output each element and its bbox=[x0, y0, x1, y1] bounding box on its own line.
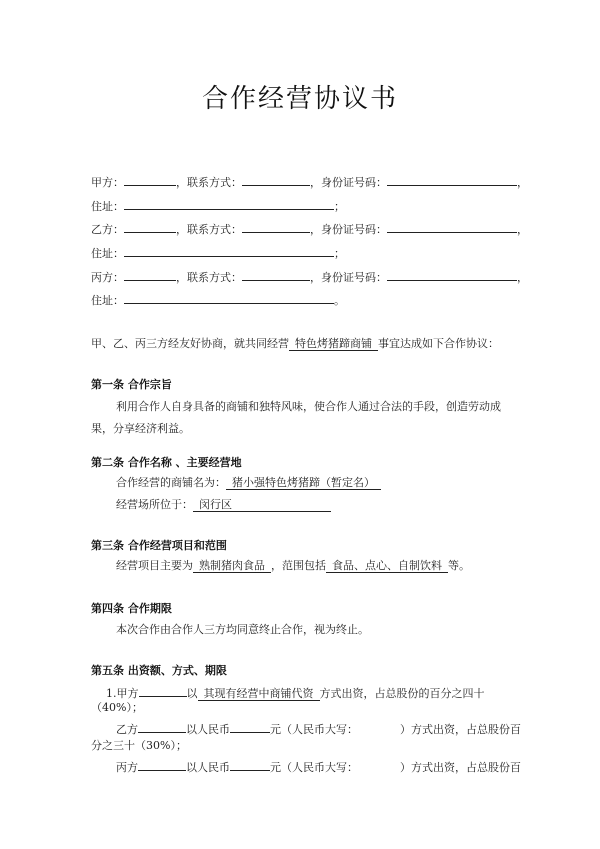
party-a-address-label: 住址： bbox=[91, 200, 124, 213]
party-b-address-line bbox=[91, 244, 345, 262]
art5-b-text-3: 元（人民币大写： bbox=[270, 723, 358, 736]
party-c-address-line bbox=[91, 291, 345, 309]
art5-c-amount-blank bbox=[230, 758, 270, 771]
article-2-name-line bbox=[116, 475, 381, 491]
article-5-heading: 第五条 出资额、方式、期限 bbox=[91, 664, 227, 677]
party-c-address-end: 。 bbox=[334, 294, 345, 307]
intro-after: 事宜达成如下合作协议： bbox=[378, 337, 499, 350]
article-4-heading: 第四条 合作期限 bbox=[91, 602, 172, 615]
article-3-body bbox=[116, 558, 470, 574]
party-b-end: ， bbox=[517, 223, 528, 236]
article-2-place-line bbox=[116, 497, 331, 513]
art5-b-text-5: 分之三十（30%）； bbox=[91, 739, 187, 752]
art5-c-text-4: ）方式出资，占总股份百 bbox=[400, 761, 521, 774]
article-4-body: 本次合作由合作人三方均同意终止合作，视为终止。 bbox=[116, 623, 369, 636]
party-a-id-label: ，身份证号码： bbox=[310, 176, 387, 189]
article-3-text-1: 经营项目主要为 bbox=[116, 559, 193, 572]
party-b-label: 乙方： bbox=[91, 223, 124, 236]
article-5-party-c-line bbox=[116, 758, 521, 776]
party-b-address-blank bbox=[124, 244, 334, 257]
party-a-address-blank bbox=[124, 197, 334, 210]
art5-b-blank bbox=[138, 720, 186, 733]
article-5-party-b-line bbox=[116, 720, 521, 738]
document-title: 合作经营协议书 bbox=[201, 84, 398, 114]
party-a-contact-blank bbox=[242, 173, 310, 186]
business-scope-field: 食品、点心、自制饮料 bbox=[326, 559, 448, 573]
party-a-name-blank bbox=[124, 173, 176, 186]
business-item-field: 熟制猪肉食品 bbox=[193, 559, 271, 573]
art5-c-text-1: 丙方 bbox=[116, 761, 138, 774]
art5-b-text-4: ）方式出资，占总股份百 bbox=[400, 723, 521, 736]
shop-name-label: 合作经营的商铺名为： bbox=[116, 476, 226, 489]
article-1-heading: 第一条 合作宗旨 bbox=[91, 378, 172, 391]
art5-b-text-1: 乙方 bbox=[116, 723, 138, 736]
art5-a-text-1: 1.甲方 bbox=[106, 687, 139, 700]
party-b-id-label: ，身份证号码： bbox=[310, 223, 387, 236]
art5-a-method-field: 其现有经营中商铺代资 bbox=[198, 687, 320, 701]
party-c-contact-label: ，联系方式： bbox=[176, 271, 242, 284]
article-5-party-a-line bbox=[106, 684, 485, 702]
party-b-address-end: ； bbox=[334, 247, 345, 260]
article-3-text-2: ，范围包括 bbox=[271, 559, 326, 572]
article-3-text-3: 等。 bbox=[448, 559, 470, 572]
intro-line bbox=[91, 336, 499, 352]
article-3-heading: 第三条 合作经营项目和范围 bbox=[91, 539, 227, 552]
art5-a-text-3: 方式出资，占总股份的百分之四十 bbox=[319, 687, 485, 700]
party-c-line bbox=[91, 268, 528, 286]
party-a-contact-label: ，联系方式： bbox=[176, 176, 242, 189]
party-c-label: 丙方： bbox=[91, 271, 124, 284]
party-c-name-blank bbox=[124, 268, 176, 281]
art5-c-text-2: 以人民币 bbox=[186, 761, 230, 774]
party-a-label: 甲方： bbox=[91, 176, 124, 189]
art5-c-text-3: 元（人民币大写： bbox=[270, 761, 358, 774]
party-b-address-label: 住址： bbox=[91, 247, 124, 260]
intro-business-field: 特色烤猪蹄商铺 bbox=[289, 337, 378, 351]
art5-b-amount-blank bbox=[230, 720, 270, 733]
party-c-address-blank bbox=[124, 291, 334, 304]
party-b-line bbox=[91, 220, 528, 238]
party-c-address-label: 住址： bbox=[91, 294, 124, 307]
party-a-end: ， bbox=[517, 176, 528, 189]
party-a-id-blank bbox=[387, 173, 517, 186]
article-1-body: 利用合作人自身具备的商铺和独特风味，使合作人通过合法的手段，创造劳动成果，分享经济利益。 bbox=[91, 400, 501, 435]
party-c-contact-blank bbox=[242, 268, 310, 281]
party-a-address-end: ； bbox=[334, 200, 345, 213]
party-a-line bbox=[91, 173, 528, 191]
party-b-id-blank bbox=[387, 220, 517, 233]
art5-a-blank bbox=[139, 684, 187, 697]
party-c-id-blank bbox=[387, 268, 517, 281]
party-c-end: ， bbox=[517, 271, 528, 284]
shop-name-field: 猪小强特色烤猪蹄（暂定名） bbox=[226, 476, 381, 490]
art5-a-text-2: 以 bbox=[186, 687, 198, 700]
party-a-address-line bbox=[91, 197, 345, 215]
place-label: 经营场所位于： bbox=[116, 498, 193, 511]
party-b-contact-label: ，联系方式： bbox=[176, 223, 242, 236]
art5-c-blank bbox=[138, 758, 186, 771]
art5-b-text-2: 以人民币 bbox=[186, 723, 230, 736]
party-b-contact-blank bbox=[242, 220, 310, 233]
art5-a-text-4: （40%）； bbox=[91, 701, 143, 714]
party-b-name-blank bbox=[124, 220, 176, 233]
intro-before: 甲、乙、丙三方经友好协商，就共同经营 bbox=[91, 337, 289, 350]
party-c-id-label: ，身份证号码： bbox=[310, 271, 387, 284]
article-2-heading: 第二条 合作名称 、主要经营地 bbox=[91, 456, 242, 469]
place-field: 闵行区 bbox=[193, 498, 331, 512]
